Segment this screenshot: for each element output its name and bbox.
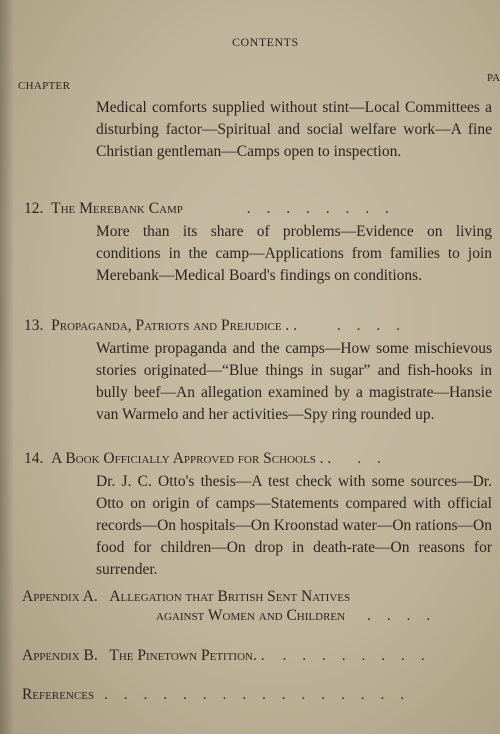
chapter-column-heading: CHAPTER [18,80,71,92]
appendix-title-line2: against Women and Children [156,607,346,624]
chapter-title: Propaganda, Patriots and Prejudice . . [51,317,298,334]
leader-dots: . . . . [366,607,437,624]
leader-dots: . . . . . . . . . . . . . . . . [103,686,411,703]
appendix-a-entry [22,588,350,606]
chapter-entry-12 [24,200,395,218]
chapter-number: 13. [24,317,44,334]
leader-dots: . . . . . . . . [282,647,431,664]
page-edge-shadow [0,0,14,734]
appendix-b-entry [22,647,431,665]
appendix-title: The Pinetown Petition. . [109,647,265,664]
appendix-a-title-continued [156,607,436,625]
chapter-summary-13: Wartime propaganda and the camps—How some mischievous stories originated—“Blue things in sugar” and fish-hooks in bully beef—An allegation examined by a magistrate—Hansie van Warmelo and her activities—Spy ring rounded up. [96,340,492,423]
contents-heading: CONTENTS [232,35,299,49]
leader-dots: . . . . [336,317,407,334]
chapter-summary-14: Dr. J. C. Otto's thesis—A test check with some sources—Dr. Otto on origin of camps—Statements compared with official records—On hospitals—On Kroonstad water—On rations—On food for children—On drop in death-rate—On reasons for surrender. [96,473,492,578]
chapter-title: A Book Officially Approved for Schools . . [51,450,332,467]
chapter-number: 14. [24,450,44,467]
chapter-title: The Merebank Camp [51,200,183,217]
chapter-entry-14 [24,450,387,468]
references-label: References [22,686,95,703]
appendix-label: Appendix B. [22,647,98,664]
chapter-number: 12. [24,200,44,217]
references-entry [22,686,410,704]
appendix-title: Allegation that British Sent Natives [109,588,351,605]
continued-summary: Medical comforts supplied without stint—Local Committees a disturbing factor—Spiritual and social welfare work—A fine Christian gentleman—Camps open to inspection. [96,99,492,160]
chapter-summary-12: More than its share of problems—Evidence on living conditions in the camp—Applications from families to join Merebank—Medical Board's findings on conditions. [96,223,492,284]
leader-dots: . . . . . . . . [246,200,395,217]
appendix-label: Appendix A. [22,588,98,605]
page-column-heading: PA [487,72,500,84]
chapter-entry-13 [24,317,406,335]
leader-dots: . . [357,450,387,467]
